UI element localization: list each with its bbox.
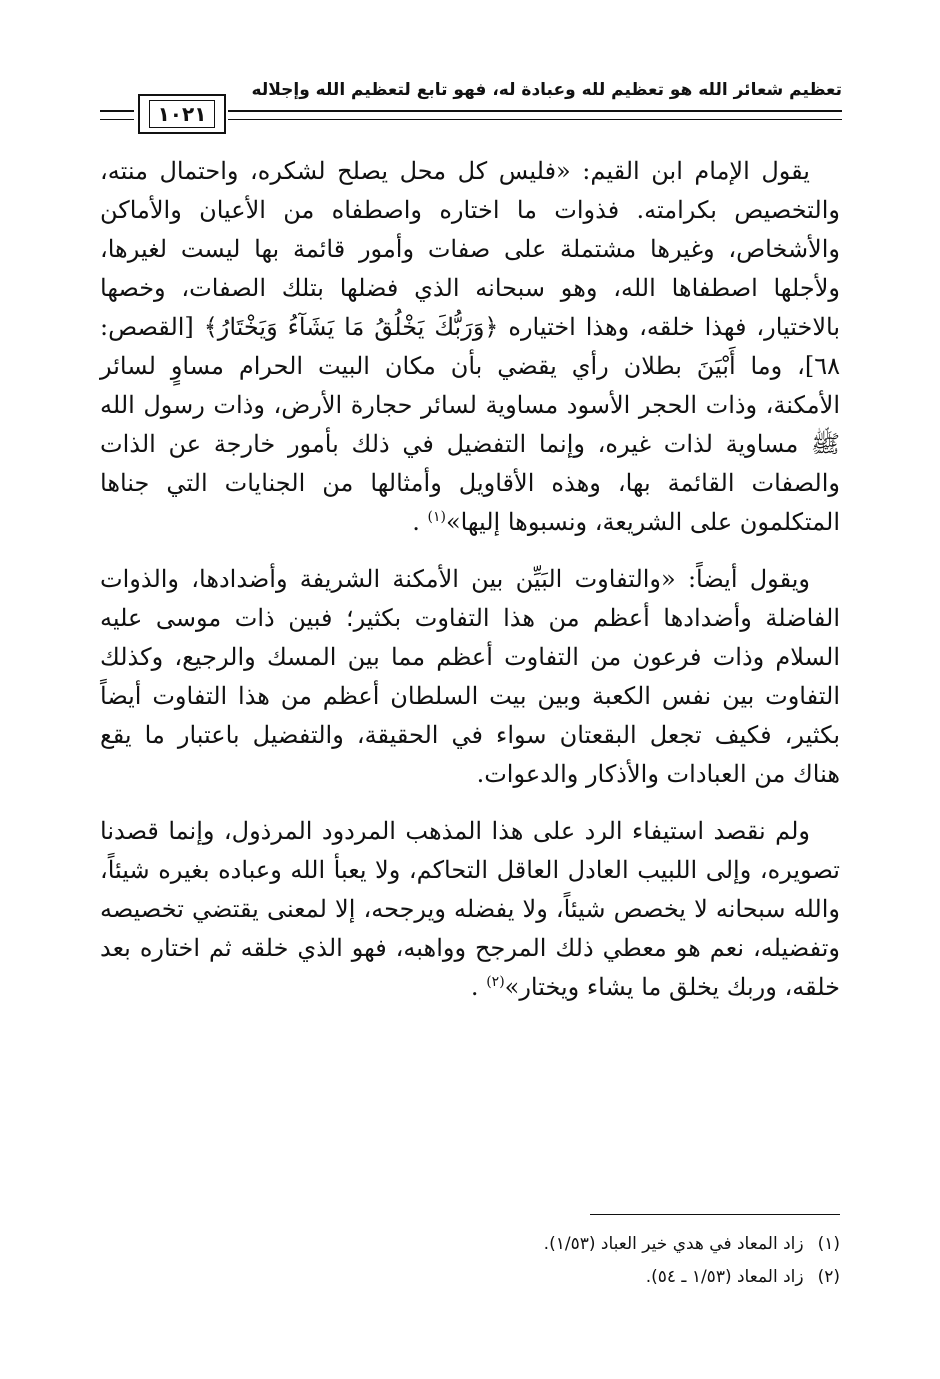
footnote-2	[100, 1261, 840, 1294]
paragraph-tail: .	[412, 508, 420, 536]
header-title: تعظيم شعائر الله هو تعظيم لله وعبادة له، فهو تابع لتعظيم الله وإجلاله	[251, 80, 842, 100]
paragraph-tail: .	[470, 973, 479, 1001]
footnote-text: زاد المعاد (١/٥٣ ـ ٥٤).	[645, 1267, 804, 1287]
footnote-ref-1: (١)	[427, 509, 446, 525]
page-number: ١٠٢١	[149, 100, 216, 128]
paragraph-3	[100, 812, 840, 1007]
paragraph-text: يقول الإمام ابن القيم: «فليس كل محل يصلح لشكره، واحتمال منته، والتخصيص بكرامته. فذوات ما اختاره واصطفاه من الأعيان والأماكن والأشخاص، وغيرها مشتملة على صفات وأمور قائمة بها ليست لغيرها، ولأجلها اصطفاها الله، وهو سبحانه الذي فضلها بتلك الصفات، وخصها بالاختيار، فهذا خلقه، وهذا اختياره ﴿وَرَبُّكَ يَخْلُقُ مَا يَشَآءُ وَيَخْتَارُ﴾ [القصص: ٦٨]، وما أَبْيَنَ بطلان رأي يقضي بأن مكان البيت الحرام مساوٍ لسائر الأمكنة، وذات الحجر الأسود مساوية لسائر حجارة الأرض، وذات رسول الله ﷺ مساوية لذات غيره، وإنما التفضيل في ذلك بأمور خارجة عن الذات والصفات القائمة بها، وهذه الأقاويل وأمثالها من الجنايات التي جناها المتكلمون على الشريعة، ونسبوها إليها»	[100, 157, 841, 536]
paragraph-text: ويقول أيضاً: «والتفاوت البَيِّن بين الأمكنة الشريفة وأضدادها، والذوات الفاضلة وأضدادها أعظم من هذا التفاوت بكثير؛ فبين ذات موسى عليه السلام وذات فرعون من التفاوت أعظم مما بين المسك والرجيع، وكذلك التفاوت بين نفس الكعبة وبين بيت السلطان أعظم من هذا التفاوت أيضاً بكثير، فكيف تجعل البقعتان سواء في الحقيقة، والتفضيل باعتبار ما يقع هناك من العبادات والأذكار والدعوات.	[100, 565, 840, 788]
main-text	[100, 152, 840, 1007]
paragraph-2	[100, 560, 840, 794]
header-rule-left	[100, 110, 134, 120]
footnotes	[100, 1228, 840, 1294]
footnote-number: (١)	[817, 1234, 840, 1254]
footnote-1	[100, 1228, 840, 1261]
paragraph-1	[100, 152, 840, 542]
page-number-frame	[138, 94, 226, 134]
header-rule	[228, 110, 842, 120]
footnote-ref-2: (٢)	[486, 974, 505, 990]
footnote-number: (٢)	[817, 1267, 840, 1287]
footnote-separator	[590, 1214, 840, 1215]
paragraph-text: ولم نقصد استيفاء الرد على هذا المذهب المردود المرذول، وإنما قصدنا تصويره، وإلى اللبيب العادل العاقل التحاكم، ولا يعبأ الله وعباده بغيره شيئاً، والله سبحانه لا يخصص شيئاً، ولا يفضله ويرجحه، إلا لمعنى يقتضي تخصيصه وتفضيله، نعم هو معطي ذلك المرجح وواهبه، فهو الذي خلقه ثم اختاره بعد خلقه، وربك يخلق ما يشاء ويختار»	[100, 817, 840, 1001]
footnote-text: زاد المعاد في هدي خير العباد (١/٥٣).	[543, 1234, 804, 1254]
running-header	[100, 78, 842, 130]
